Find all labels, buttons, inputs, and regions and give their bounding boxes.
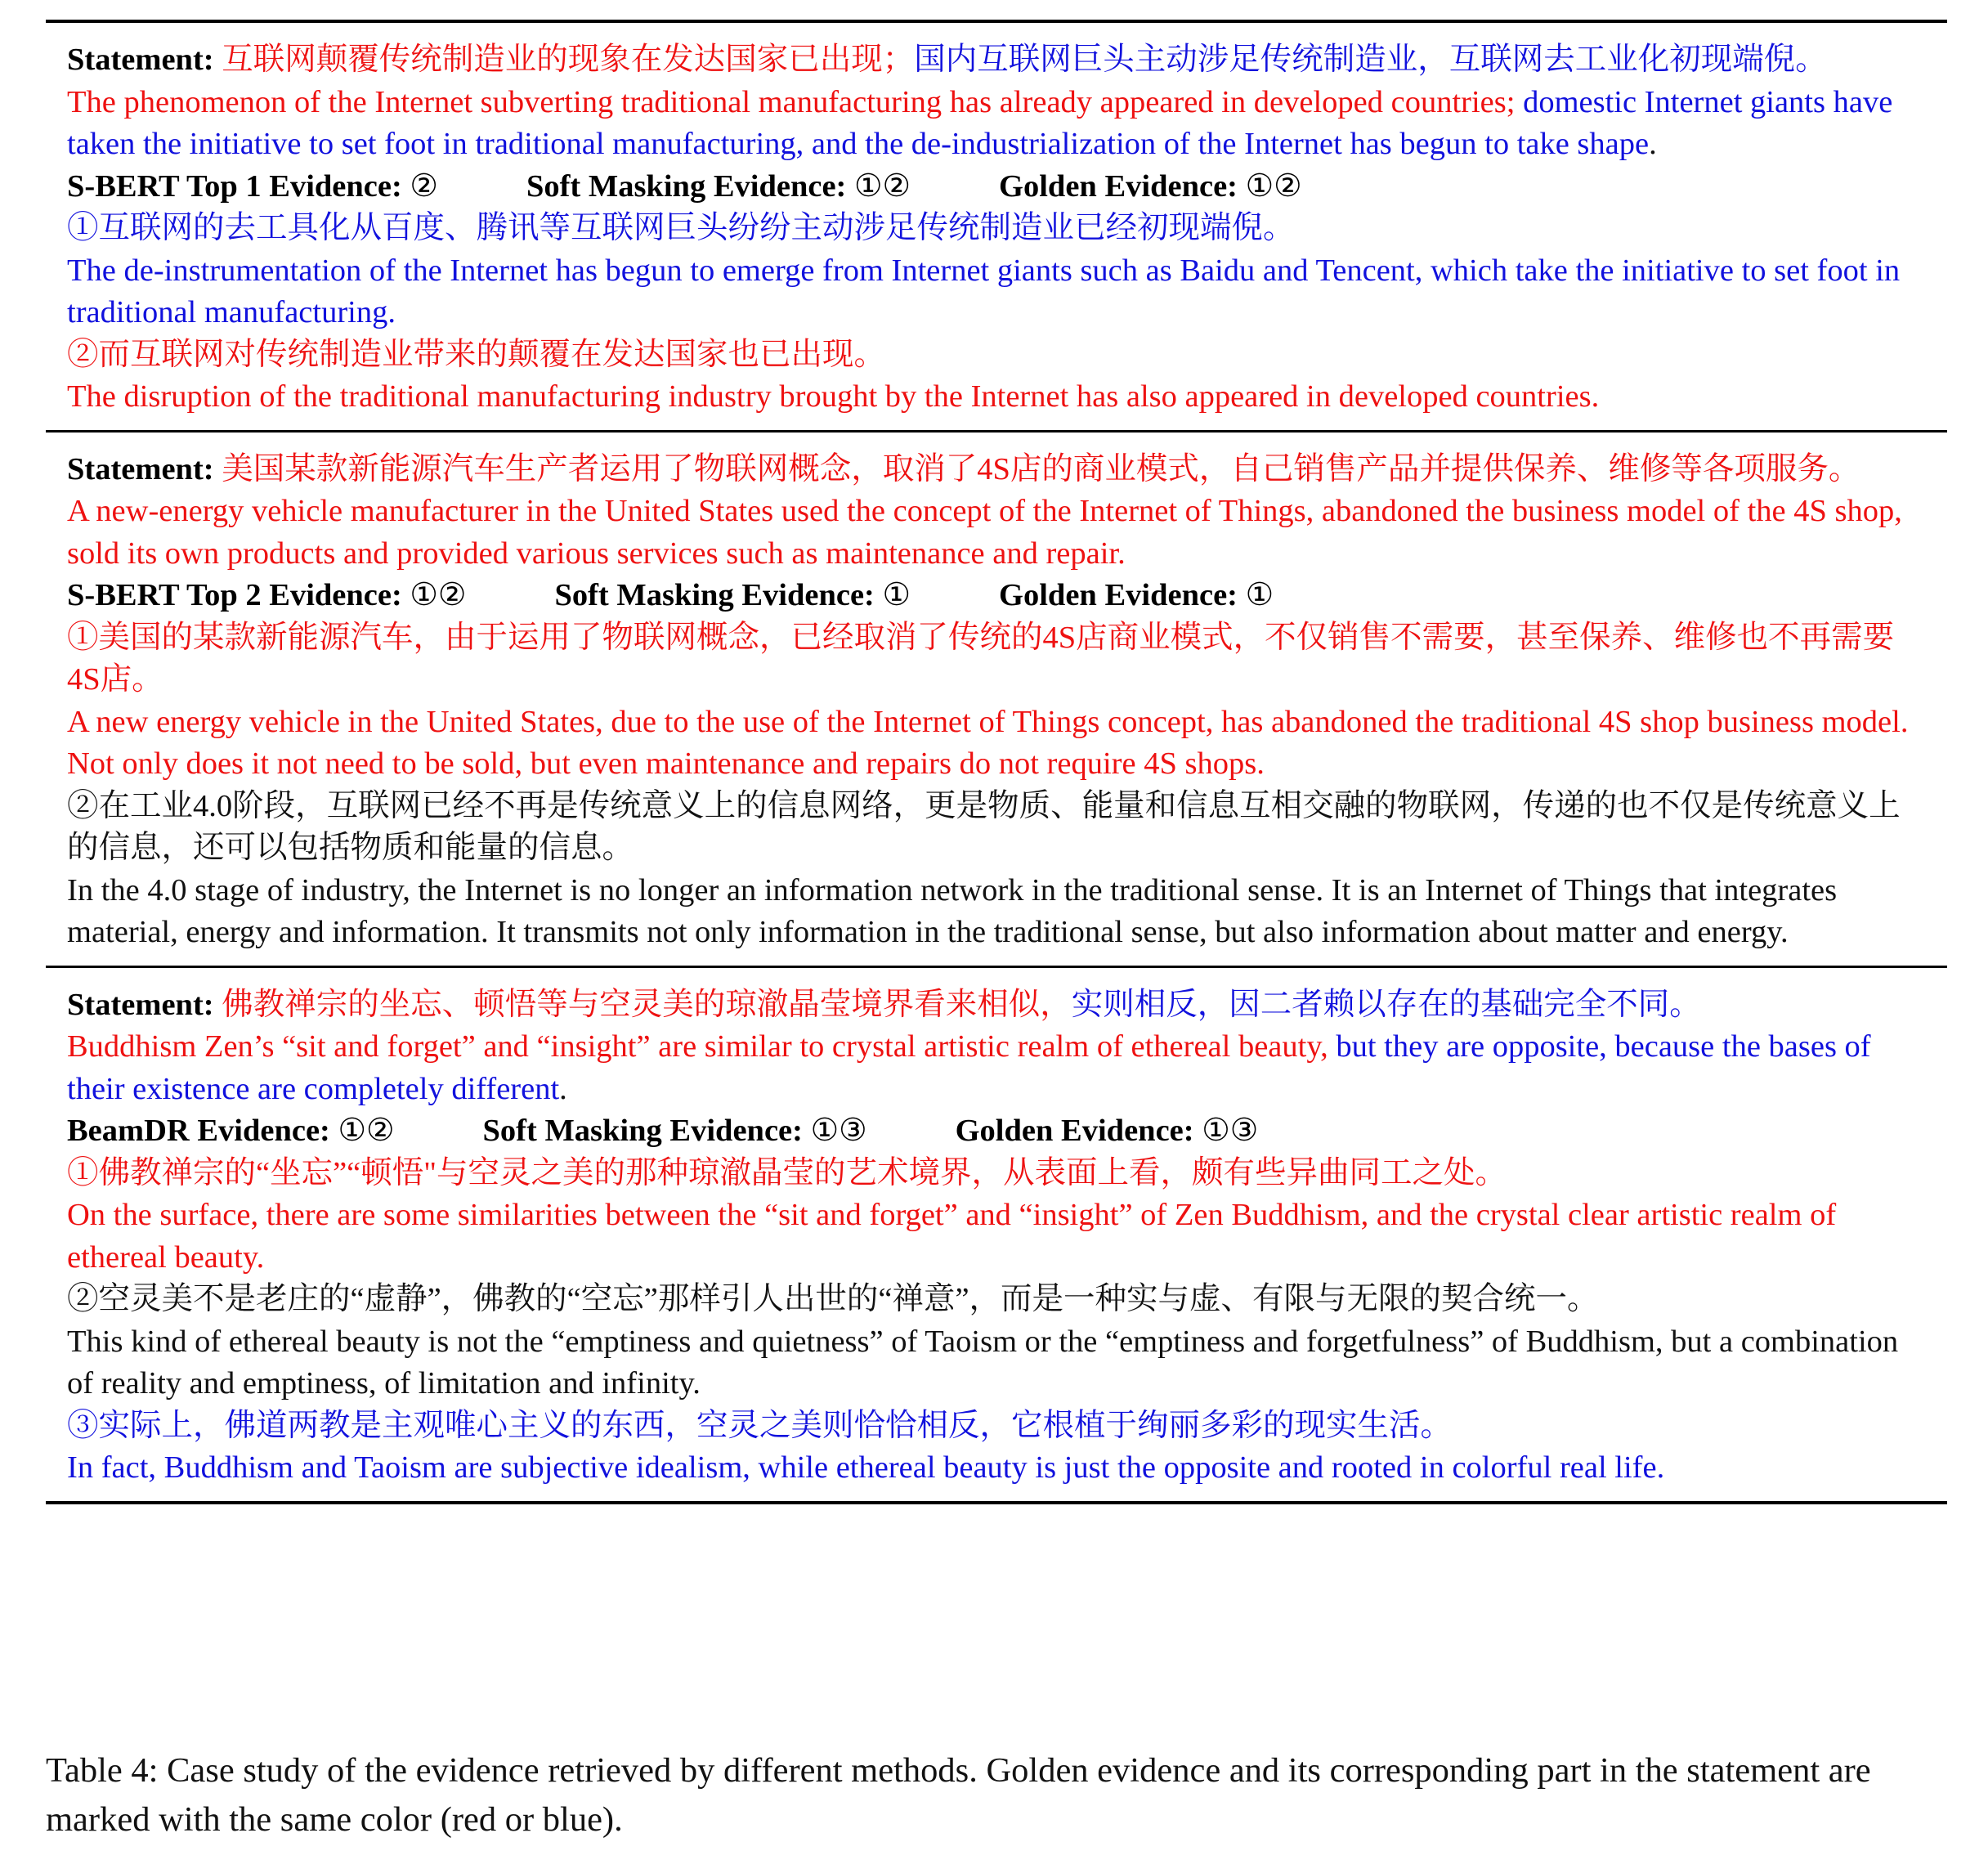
evidence-method-value: ①② xyxy=(1245,168,1302,204)
evidence-method-label: S-BERT Top 2 Evidence: xyxy=(67,578,402,612)
evidence-method-label: Golden Evidence: xyxy=(955,1114,1194,1148)
statement-zh-segment: 美国某款新能源汽车生产者运用了物联网概念，取消了4S店的商业模式，自己销售产品并提供保养、维修等各项服务。 xyxy=(222,451,1860,486)
statement-label: Statement: xyxy=(67,43,214,77)
evidence-en: In fact, Buddhism and Taoism are subjective idealism, while ethereal beauty is just the opposite and rooted in colorful real life. xyxy=(67,1450,1665,1485)
statement-label: Statement: xyxy=(67,987,214,1022)
case-block xyxy=(46,430,1947,966)
evidence-zh: ②在工业4.0阶段，互联网已经不再是传统意义上的信息网络，更是物质、能量和信息互相交融的物联网，传递的也不仅是传统意义上的信息，还可以包括物质和能量的信息。 xyxy=(67,788,1901,865)
statement-en-segment: . xyxy=(559,1071,567,1106)
evidence-method xyxy=(956,1110,1259,1153)
evidence-method-row xyxy=(67,1110,1926,1153)
evidence-zh: ③实际上，佛道两教是主观唯心主义的东西，空灵之美则恰恰相反，它根植于绚丽多彩的现实生活。 xyxy=(67,1408,1453,1443)
case-block xyxy=(46,966,1947,1501)
evidence-zh: ②而互联网对传统制造业带来的颠覆在发达国家也已出现。 xyxy=(67,337,886,372)
statement-zh xyxy=(67,984,1926,1027)
evidence-zh: ①美国的某款新能源汽车，由于运用了物联网概念，已经取消了传统的4S店商业模式，不仅销售不需要，甚至保养、维修也不再需要4S店。 xyxy=(67,620,1895,697)
evidence-method xyxy=(483,1110,867,1153)
evidence-method xyxy=(67,1110,395,1153)
evidence-method-value: ① xyxy=(882,578,911,612)
case-block xyxy=(46,23,1947,430)
evidence-zh: ①互联网的去工具化从百度、腾讯等互联网巨头纷纷主动涉足传统制造业已经初现端倪。 xyxy=(67,211,1295,245)
statement-en-segment: domestic Internet giants have taken the initiative to set foot in traditional manufacturing, and the de-industrialization of the Internet has begun to take shape xyxy=(67,84,1893,161)
evidence-method-label: Soft Masking Evidence: xyxy=(554,578,875,612)
evidence-zh: ②空灵美不是老庄的“虚静”，佛教的“空忘”那样引人出世的“禅意”，而是一种实与虚、有限与无限的契合统一。 xyxy=(67,1282,1599,1316)
statement-en xyxy=(67,82,1926,166)
evidence-method-value: ①② xyxy=(410,578,467,612)
statement-en-segment: A new-energy vehicle manufacturer in the United States used the concept of the Internet of Things, abandoned the business model of the 4S shop, sold its own products and provided various services such as maintenance and repair. xyxy=(67,494,1902,571)
evidence-method-label: BeamDR Evidence: xyxy=(67,1114,330,1148)
evidence-en: A new energy vehicle in the United States, due to the use of the Internet of Things concept, has abandoned the traditional 4S shop business model. Not only does it not need to be sold, but even maintenance and repairs do not require 4S shops. xyxy=(67,704,1909,781)
statement-zh xyxy=(67,39,1926,82)
evidence-method xyxy=(67,575,466,617)
evidence-method-row xyxy=(67,166,1926,208)
statement-en-segment: but they are opposite, because the bases of their existence are completely different xyxy=(67,1029,1871,1106)
evidence-method-label: S-BERT Top 1 Evidence: xyxy=(67,168,402,204)
evidence-en: On the surface, there are some similarities between the “sit and forget” and “insight” of Zen Buddhism, and the crystal clear artistic realm of ethereal beauty. xyxy=(67,1198,1837,1275)
evidence-en: The de-instrumentation of the Internet has begun to emerge from Internet giants such as Baidu and Tencent, which take the initiative to set foot in traditional manufacturing. xyxy=(67,253,1901,329)
case-study-table xyxy=(46,20,1947,1504)
evidence-method-value: ①③ xyxy=(810,1114,867,1148)
evidence-zh: ①佛教禅宗的“坐忘”“顿悟"与空灵之美的那种琼澈晶莹的艺术境界，从表面上看，颇有些异曲同工之处。 xyxy=(67,1155,1507,1190)
statement-en-segment: Buddhism Zen’s “sit and forget” and “insight” are similar to crystal artistic realm of ethereal beauty, xyxy=(67,1029,1337,1064)
statement-en-segment: The phenomenon of the Internet subverting traditional manufacturing has already appeared in developed countries; xyxy=(67,84,1524,119)
evidence-method-label: Golden Evidence: xyxy=(999,168,1238,204)
evidence-method xyxy=(999,166,1302,208)
statement-zh-segment: 互联网颠覆传统制造业的现象在发达国家已出现； xyxy=(222,43,915,77)
evidence-method-value: ① xyxy=(1245,578,1274,612)
evidence-method-row xyxy=(67,575,1926,617)
statement-en xyxy=(67,491,1926,575)
evidence-method-value: ①② xyxy=(854,168,911,204)
evidence-method xyxy=(526,166,911,208)
evidence-en: The disruption of the traditional manufacturing industry brought by the Internet has also appeared in developed countries. xyxy=(67,379,1600,414)
evidence-method-value: ①③ xyxy=(1202,1114,1259,1148)
evidence-en: This kind of ethereal beauty is not the “emptiness and quietness” of Taoism or the “emptiness and forgetfulness” of Buddhism, but a combination of reality and emptiness, of limitation and infinity. xyxy=(67,1324,1899,1401)
evidence-method xyxy=(554,575,911,617)
evidence-method xyxy=(67,166,438,208)
statement-zh-segment: 实则相反，因二者赖以存在的基础完全不同。 xyxy=(1071,987,1701,1022)
evidence-method-value: ①② xyxy=(338,1114,395,1148)
statement-zh-segment: 国内互联网巨头主动涉足传统制造业，互联网去工业化初现端倪。 xyxy=(914,43,1827,77)
statement-en-segment: . xyxy=(1649,127,1657,161)
evidence-method-label: Soft Masking Evidence: xyxy=(482,1114,803,1148)
statement-zh xyxy=(67,449,1926,491)
evidence-en: In the 4.0 stage of industry, the Internet is no longer an information network in the traditional sense. It is an Internet of Things that integrates material, energy and information. It transmits not only information in the traditional sense, but also information about matter and energy. xyxy=(67,872,1838,949)
statement-en xyxy=(67,1026,1926,1110)
statement-label: Statement: xyxy=(67,451,214,486)
statement-zh-segment: 佛教禅宗的坐忘、顿悟等与空灵美的琼澈晶莹境界看来相似， xyxy=(222,987,1072,1022)
evidence-method-label: Golden Evidence: xyxy=(999,578,1238,612)
evidence-method-label: Soft Masking Evidence: xyxy=(526,168,847,204)
evidence-method-value: ② xyxy=(410,168,438,204)
evidence-method xyxy=(999,575,1274,617)
table-caption: Table 4: Case study of the evidence retrieved by different methods. Golden evidence and its corresponding part in the statement are marked with the same color (red or blue). xyxy=(46,1751,1871,1839)
